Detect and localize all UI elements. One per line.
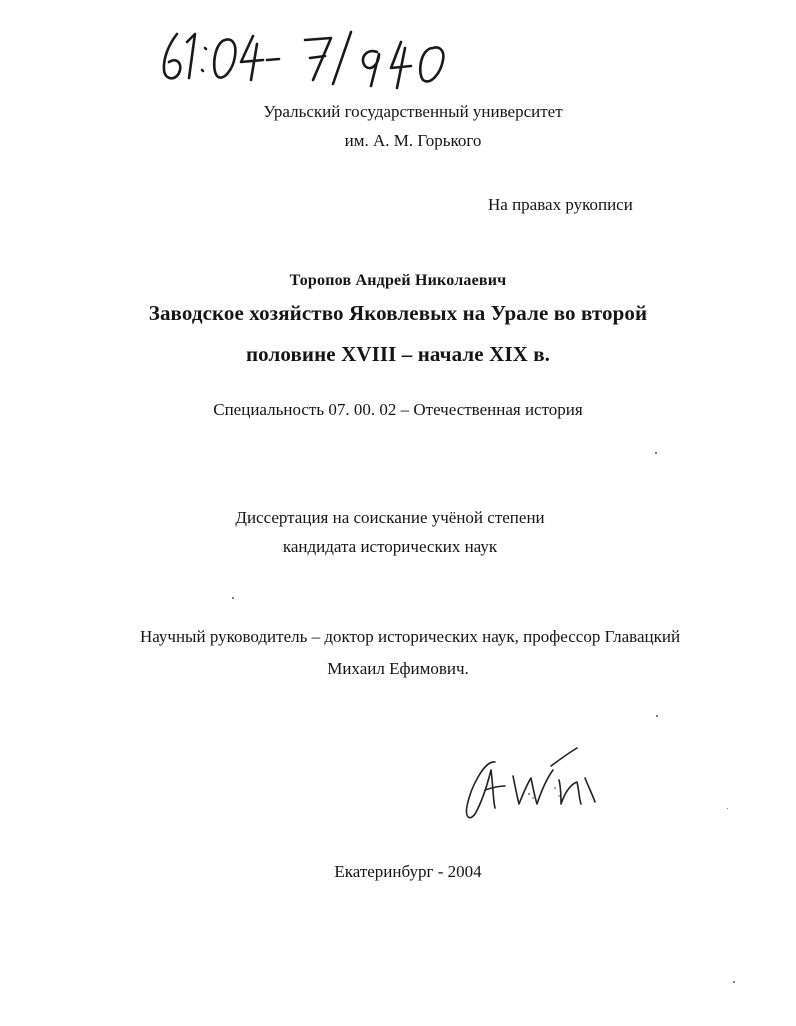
handwritten-catalog-number	[155, 18, 475, 90]
degree-line-2: кандидата исторических наук	[282, 537, 498, 556]
dissertation-title-line-2: половине XVIII – начале XIX в.	[245, 342, 551, 366]
degree-line-1: Диссертация на соискание учёной степени	[235, 508, 545, 527]
scan-speck	[727, 808, 728, 809]
university-name: Уральский государственный университет	[263, 102, 563, 121]
author-signature	[455, 730, 615, 830]
advisor-line-1: Научный руководитель – доктор исторических наук, профессор Главацкий	[139, 627, 681, 646]
scan-speck	[656, 715, 658, 717]
advisor-line-2: Михаил Ефимович.	[327, 659, 469, 678]
author-name: Торопов Андрей Николаевич	[289, 272, 507, 289]
scan-speck	[655, 452, 657, 454]
specialty-line: Специальность 07. 00. 02 – Отечественная история	[213, 400, 583, 419]
scan-speck	[232, 597, 234, 599]
manuscript-rights-note: На правах рукописи	[488, 195, 633, 214]
dissertation-title-line-1: Заводское хозяйство Яковлевых на Урале во второй	[148, 301, 648, 325]
university-named-after: им. А. М. Горького	[344, 131, 482, 150]
scan-speck	[733, 981, 735, 983]
city-year: Екатеринбург - 2004	[334, 862, 482, 881]
